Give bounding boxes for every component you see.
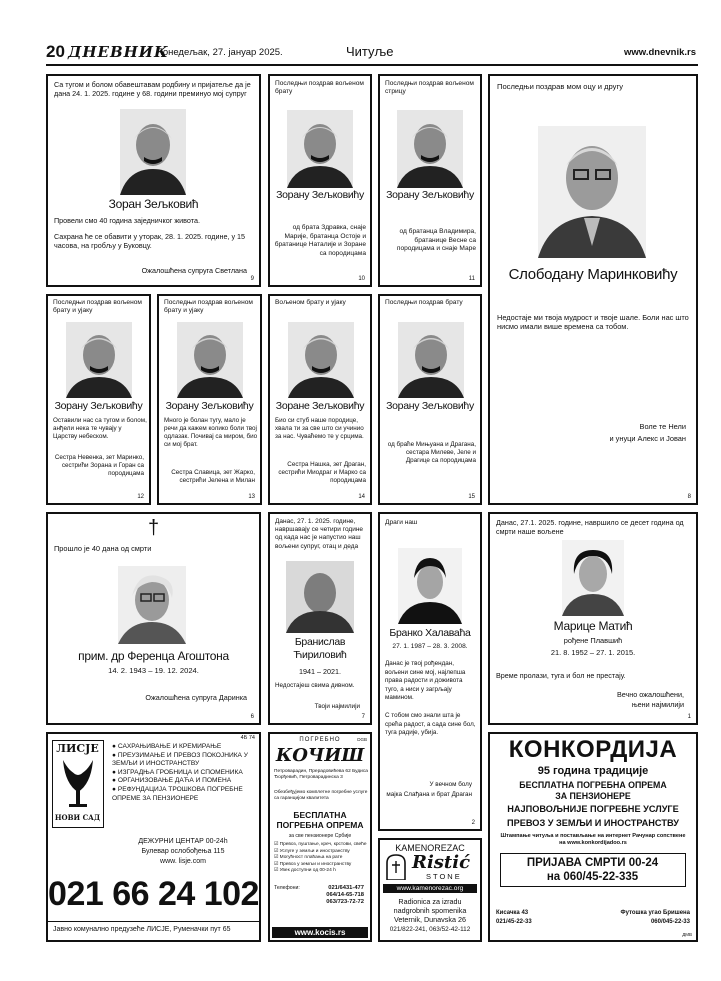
ristic-phone[interactable]: 021/822-241, 063/52-42-112: [389, 925, 471, 933]
notice-intro: Последњи поздрав вољеном брату и ујаку: [53, 299, 142, 314]
kocis-list-item: ☑ Увек доступни од 00-24 h: [274, 868, 336, 874]
notice-signature: Ожалошћена супруга Светлана: [141, 266, 247, 275]
notice-intro: Последњи поздрав мом оцу и другу: [497, 82, 624, 91]
life-years: 1941 – 2021.: [299, 667, 341, 676]
portrait-photo: [118, 566, 186, 644]
notice-signature: Твоји најмилији: [314, 703, 360, 710]
ad-stamp: DGB: [357, 737, 367, 742]
leaf-icon: [61, 758, 95, 810]
lisje-phone[interactable]: 021 66 24 102: [48, 875, 259, 913]
logo-text-bottom: НОВИ САД: [54, 813, 101, 822]
kocis-list: [274, 842, 368, 875]
notice-signature: Сестра Славица, зет Жарко, сестрићи Јелена и Милан: [171, 469, 255, 484]
obituary-notice-10: [268, 74, 372, 287]
notice-number: 8: [687, 494, 691, 500]
duty-center: ДЕЖУРНИ ЦЕНТАР 00-24h: [138, 838, 228, 845]
portrait-photo: [562, 540, 624, 616]
notice-text: Време пролази, туга и бол не престају.: [496, 671, 626, 680]
konkordija-address: Кисачка 43: [496, 910, 529, 916]
notice-intro: Данас, 27.1. 2025. године, навршило се десет година од смрти наше вољене: [496, 518, 684, 536]
konkordija-brand: КОНКОРДИЈА: [508, 736, 678, 763]
portrait-photo: [398, 548, 462, 624]
obituary-notice-11: [378, 74, 482, 287]
notice-text-continued: С тобом смо знали шта је срећа радост, а сада сине бол, туга радије, убија.: [385, 712, 476, 737]
notice-signature: Ожалошћена супруга Даринка: [145, 693, 247, 702]
notice-text: Био си стуб наше породице, хвала ти за све што си учинио за нас. Чуваћемо те у срцима.: [275, 417, 364, 440]
notice-text: Недостаје ми твоја мудрост и твоје шале. Боли нас што нисмо имали више времена са тобом.: [497, 313, 689, 331]
kocis-list-item: ☑ Превоз, пуштање, креч, крстови, свеће: [274, 842, 367, 847]
kocis-offer: БЕСПЛАТНА ПОГРЕБНА ОПРЕМА: [276, 810, 364, 830]
ristic-info: [380, 897, 480, 934]
notice-text: Много је болан тугу, мало је речи да кажем колико боли твој одлазак. Почивај са миром, био си мој брат.: [164, 417, 258, 448]
portrait-photo: [66, 322, 132, 398]
ad-code: 4Б 74: [240, 735, 255, 741]
obituary-notice-8: [488, 74, 698, 505]
portrait-photo: [286, 561, 354, 633]
lisje-website[interactable]: www. lisje.com: [160, 858, 206, 865]
page-number: 20: [46, 42, 65, 61]
deceased-name: Зорану Зељковићу: [276, 189, 364, 201]
notice-intro: Последњи поздрав вољеном брату и ујаку: [164, 299, 253, 314]
kocis-phone[interactable]: 021/6431-477: [328, 885, 364, 891]
notice-number: 11: [468, 276, 475, 282]
ristic-line: Radionica za izradu: [398, 897, 462, 906]
life-dates: 21. 8. 1952 – 27. 1. 2015.: [550, 648, 636, 657]
ad-stamp: ДМВ: [682, 932, 692, 937]
website-link[interactable]: www.dnevnik.rs: [624, 47, 696, 58]
kocis-top-label: ПОГРЕБНО: [299, 737, 341, 743]
kocis-list-item: ☑ Превоз у земљи и иностранству: [274, 861, 352, 867]
deceased-name: Зоран Зељковић: [108, 197, 199, 211]
kocis-subtitle: за све пензионере Србије: [288, 833, 352, 839]
portrait-photo: [398, 322, 464, 398]
notice-intro: Прошло је 40 дана од смрти: [54, 544, 152, 553]
notice-intro: Драги наш: [385, 519, 418, 526]
ristic-top: KAMENOREZAC: [395, 843, 465, 853]
notice-number: 13: [248, 494, 255, 500]
cross-icon: †: [147, 517, 160, 539]
konkordija-years: 95 година традиције: [537, 765, 649, 777]
obituary-notice-7: [268, 512, 372, 725]
konkordija-location-2: [620, 909, 690, 927]
obituary-notice-15: [378, 294, 482, 505]
notice-signature: Вечно ожалошћени,: [617, 690, 684, 699]
lisje-footer: Јавно комунално предузеће ЛИСЈЕ, Руменачки пут 65: [53, 926, 231, 933]
deceased-name: Марице Матић: [553, 619, 633, 633]
kocis-phone[interactable]: 063/723-72-72: [326, 899, 364, 906]
deceased-first-name: Бранислав: [294, 636, 346, 648]
kocis-phone[interactable]: 064/14-65-718: [326, 892, 364, 899]
portrait-photo: [120, 109, 186, 195]
konkordija-address: Футошка угао Бришена: [620, 910, 690, 916]
obituary-notice-12: [46, 294, 151, 505]
notice-text: Провели смо 40 година заједничког живота.: [54, 216, 200, 225]
deceased-last-name: Ћириловић: [293, 649, 347, 661]
notice-intro: Са тугом и болом обавештавам родбину и пријатеље да је дана 24. 1. 2025. године у 68. години преминуо мој супруг: [54, 80, 251, 98]
notice-intro: Последњи поздрав вољеном брату: [275, 80, 364, 95]
konkordija-note: Штампање читуља и постављање на интернет Рачунар сопствене на www.konkordijadoo.rs: [500, 833, 686, 846]
portrait-photo: [288, 322, 354, 398]
konkordija-best-services: НАЈПОВОЉНИЈЕ ПОГРЕБНЕ УСЛУГЕ: [507, 804, 679, 814]
lisje-logo: [52, 740, 104, 828]
deceased-name: прим. др Ференца Агоштона: [78, 649, 229, 663]
notice-signature-line2: мајка Слађана и брат Драган: [386, 791, 472, 798]
ristic-stone: STONE: [426, 872, 462, 881]
notice-number: 9: [250, 276, 254, 282]
notice-signature-line2: и унуци Алекс и Јован: [609, 434, 686, 443]
deceased-name: Бранко Халаваћа: [389, 627, 471, 639]
notice-signature: од браће Мињуана и Драгана, сестара Милеве, Јеле и Драгице са породицама: [387, 441, 476, 464]
portrait-photo: [538, 126, 646, 258]
service-item: ● ИЗГРАДЊА ГРОБНИЦА И СПОМЕНИКА: [112, 768, 243, 776]
deceased-name: Зорану Зељковићу: [386, 189, 474, 201]
kocis-phones: [326, 885, 364, 907]
konkordija-free-offer: БЕСПЛАТНА ПОГРЕБНА ОПРЕМА ЗА ПЕНЗИОНЕРЕ: [519, 780, 667, 801]
life-dates: 14. 2. 1943 – 19. 12. 2024.: [108, 666, 199, 675]
deceased-name: Зорану Зељковићу: [165, 400, 254, 412]
notice-signature: од братанца Владимира, братанице Весне са породицама и снаје Маре: [396, 228, 476, 252]
page-header: [46, 40, 698, 66]
notice-signature: Воле те Нели: [639, 422, 686, 431]
kocis-address: Петроварадин, Прерадовићева 62 Будиса Ђорђевић, Петроварадинска 3: [274, 769, 368, 780]
obituary-notice-14: [268, 294, 372, 505]
notice-signature: Сестра Нашка, зет Драган, сестрићи Миодраг и Марко са породицама: [278, 461, 366, 484]
ristic-line: nadgrobnih spomenika: [393, 906, 467, 916]
deceased-name: Слободану Маринковићу: [508, 266, 678, 283]
ad-kocis: [268, 732, 372, 942]
notice-number: 1: [687, 714, 691, 720]
ad-ristic: [378, 838, 482, 942]
ad-lisje: [46, 732, 261, 942]
obituary-notice-1: [488, 512, 698, 725]
deceased-name: Зорану Зељковићу: [54, 400, 143, 412]
notice-signature: од брата Здравка, снаје Марије, братанца Остоје и братанице Наталије и Зоране са породицама: [274, 224, 366, 257]
konkordija-report-phone[interactable]: на 060/45-22-335: [546, 871, 639, 883]
obituary-notice-2: [378, 512, 482, 831]
notice-intro: Последњи поздрав вољеном стрицу: [385, 80, 474, 95]
notice-number: 15: [468, 494, 475, 500]
service-item: ● РЕФУНДАЦИЈА ТРОШКОВА ПОГРЕБНЕ ОПРЕМЕ ЗА ПЕНЗИОНЕРЕ: [112, 785, 243, 802]
konkordija-report-box: [500, 853, 686, 887]
obituary-notice-9: [46, 74, 261, 287]
notice-intro: Данас, 27. 1. 2025. године, навршавају се четири године од када нас је напустио наш вољени супруг, отац и деда: [275, 518, 364, 550]
konkordija-phone[interactable]: 060/045-22-33: [650, 919, 690, 925]
section-title: Читуље: [346, 44, 394, 59]
service-item: ● ОРГАНИЗОВАЊЕ ДАЋА И ПОМЕНА: [112, 777, 232, 785]
kocis-list-item: ☑ Могућност плаћања на рате: [274, 855, 343, 861]
service-item: ● ПРЕУЗИМАЊЕ И ПРЕВОЗ ПОКОЈНИКА У ЗЕМЉИ И ИНОСТРАНСТВУ: [112, 751, 248, 768]
notice-number: 14: [358, 494, 365, 500]
deceased-name: Зоране Зељковићу: [275, 400, 365, 412]
notice-text: Данас је твој рођендан, вољени сине мој, најлепша права радости и доживота туго, а ниси у загрљају мамином.: [385, 660, 466, 702]
issue-date: Понедељак, 27. јануар 2025.: [156, 47, 283, 58]
konkordija-phone[interactable]: 021/45-22-33: [496, 919, 532, 925]
notice-text: Недостајеш свима дивном.: [275, 682, 355, 689]
notice-signature: У вечном болу: [429, 781, 472, 788]
life-dates: 27. 1. 1987 – 28. 3. 2008.: [392, 643, 468, 650]
services-list: [112, 743, 257, 803]
notice-number: 10: [358, 276, 365, 282]
ristic-website[interactable]: www.kamenorezac.org: [383, 884, 477, 893]
notice-number: 12: [137, 494, 144, 500]
logo-text-top: ЛИСЈЕ: [56, 742, 99, 755]
portrait-photo: [397, 110, 463, 188]
notice-number: 2: [471, 820, 475, 826]
ristic-brand: Ristić: [412, 852, 471, 873]
obituary-notice-13: [157, 294, 262, 505]
konkordija-transport: ПРЕВОЗ У ЗЕМЉИ И ИНОСТРАНСТВУ: [507, 818, 679, 828]
notice-intro: Последњи поздрав брату: [385, 299, 463, 306]
ristic-line: Veternik, Dunavska 26: [394, 915, 466, 925]
konkordija-report: ПРИЈАВА СМРТИ 00-24: [526, 857, 659, 869]
notice-number: 6: [250, 714, 254, 720]
notice-text: Оставили нас са тугом и болом, анђели нека те чувају у Царству небеском.: [53, 417, 147, 440]
notice-signature-line2: њени најмилији: [631, 700, 684, 709]
ad-konkordija: [488, 732, 698, 942]
lisje-address: Булевар ослобођења 115: [141, 848, 225, 855]
deceased-name: Зорану Зељковићу: [386, 400, 474, 412]
obituary-notice-6: [46, 512, 261, 725]
notice-intro: Вољеном брату и ујаку: [275, 299, 346, 306]
kocis-website[interactable]: www.kocis.rs: [272, 927, 368, 938]
newspaper-logo: ДНЕВНИК: [68, 43, 169, 61]
kocis-phone-label: Телефони:: [274, 885, 300, 891]
kocis-feature: Обезбеђујемо комплетне погребне услуге са гаранцијом квалитета: [274, 790, 368, 801]
portrait-photo: [287, 110, 353, 188]
notice-number: 7: [361, 714, 365, 720]
tombstone-icon: [384, 854, 408, 880]
service-item: ● САХРАЊИВАЊЕ И КРЕМИРАЊЕ: [112, 743, 222, 750]
kocis-list-item: ☑ Услуге у земљи и иностранству: [274, 848, 350, 854]
maiden-name: рођене Плавшић: [563, 636, 623, 645]
portrait-photo: [177, 322, 243, 398]
notice-signature: Сестра Невенка, зет Маринко, сестрићи Зорана и Горан са породицама: [54, 454, 144, 477]
funeral-info: Сахрана ће се обавити у уторак, 28. 1. 2025. године, у 15 часова, на гробљу у Буковцу.: [54, 232, 246, 250]
konkordija-location-1: [496, 909, 532, 927]
kocis-brand: КОЧИШ: [275, 745, 365, 766]
